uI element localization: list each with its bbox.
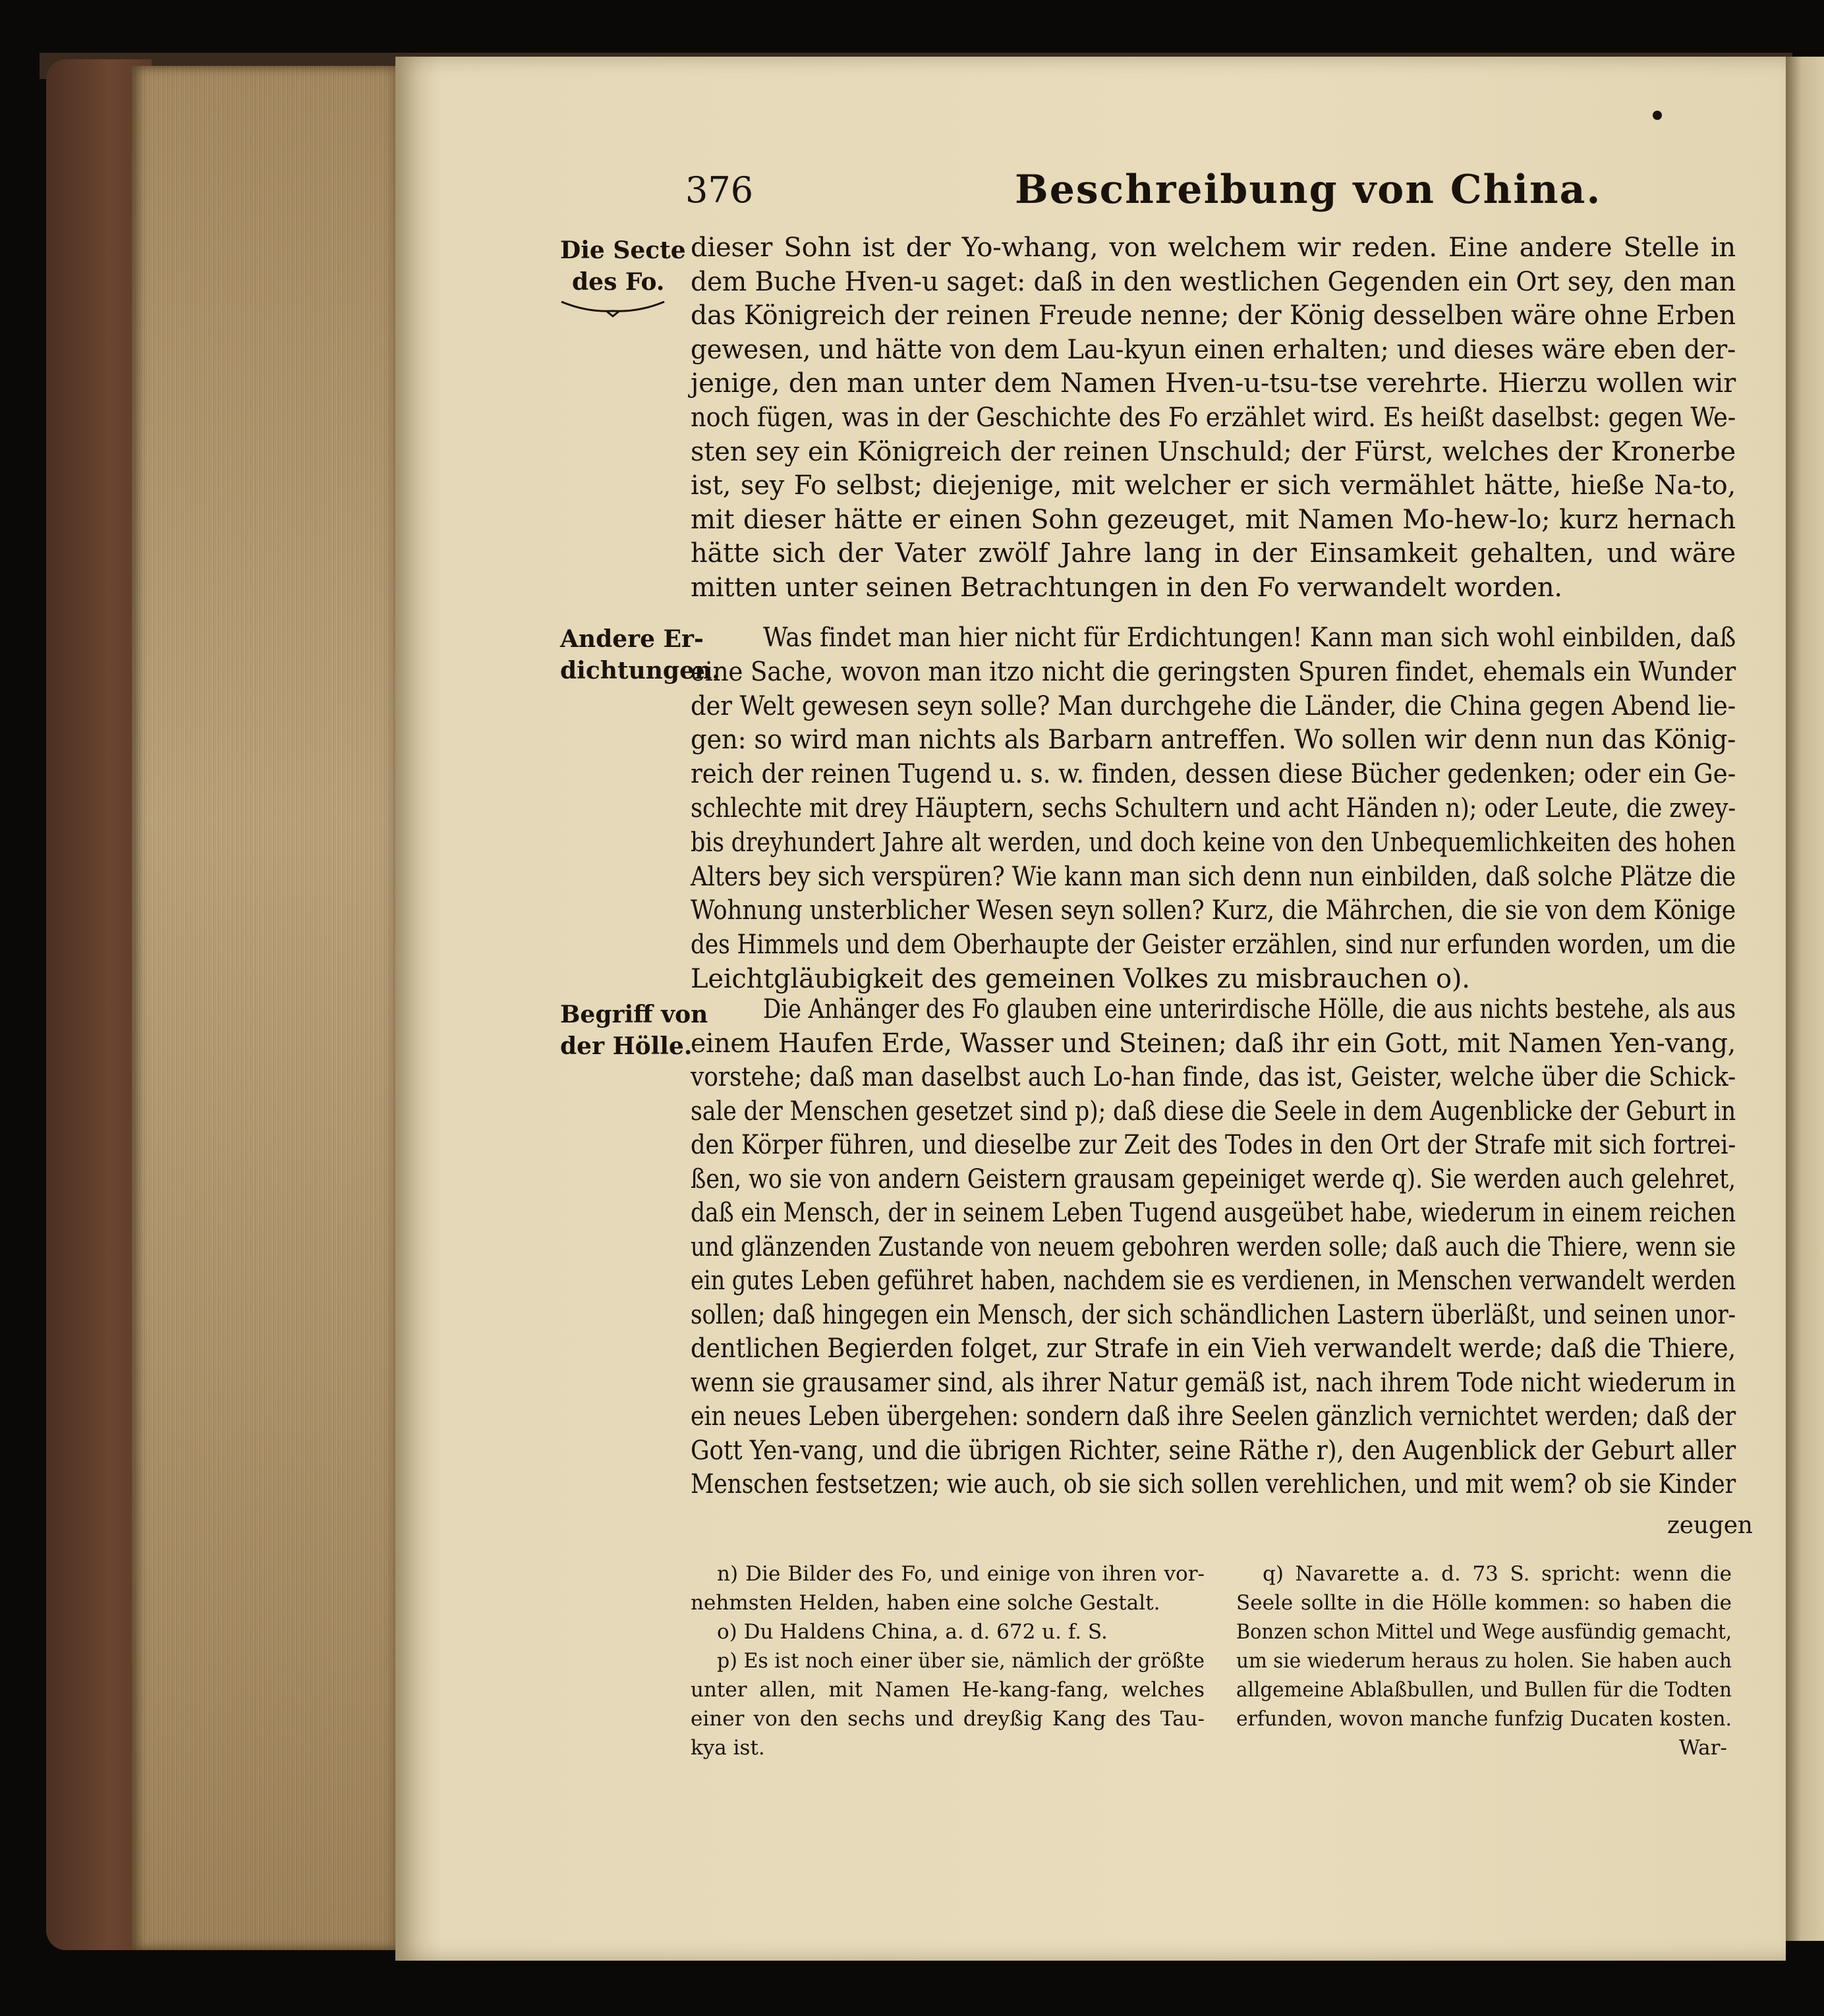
- body-line: wenn sie grausamer sind, als ihrer Natur gemäß ist, nach ihrem Tode nicht wiederum in: [691, 1368, 1736, 1398]
- body-line: dem Buche Hven-u saget: daß in den westlichen Gegenden ein Ort sey, den man: [691, 267, 1736, 297]
- body-line: hätte sich der Vater zwölf Jahre lang in der Einsamkeit gehalten, und wäre: [691, 538, 1736, 569]
- body-line: dieser Sohn ist der Yo-whang, von welchem wir reden. Eine andere Stelle in: [691, 233, 1736, 263]
- body-line: des Himmels und dem Oberhaupte der Geister erzählen, sind nur erfunden worden, um die: [691, 930, 1736, 960]
- footnote-line: o) Du Haldens China, a. d. 672 u. f. S.: [717, 1620, 1108, 1644]
- footnote-line: nehmsten Helden, haben eine solche Gestalt.: [691, 1591, 1160, 1615]
- body-line: Gott Yen-vang, und die übrigen Richter, seine Räthe r), den Augenblick der Geburt aller: [691, 1436, 1736, 1466]
- margin-note-line: Andere Er-: [560, 625, 704, 653]
- body-line: der Welt gewesen seyn solle? Man durchgehe die Länder, die China gegen Abend lie-: [691, 691, 1736, 721]
- body-line: vorstehe; daß man daselbst auch Lo-han finde, das ist, Geister, welche über die Schick-: [691, 1062, 1736, 1092]
- body-line: Alters bey sich verspüren? Wie kann man sich denn nun einbilden, daß solche Plätze die: [691, 862, 1736, 892]
- margin-note-line: der Hölle.: [560, 1032, 693, 1060]
- footnote-line: erfunden, wovon manche funfzig Ducaten kosten.: [1236, 1707, 1732, 1731]
- footnote-line: p) Es ist noch einer über sie, nämlich der größte: [717, 1649, 1205, 1673]
- body-line: Wohnung unsterblicher Wesen seyn sollen? Kurz, die Mährchen, die sie von dem Könige: [691, 895, 1736, 926]
- body-line: ein neues Leben übergehen: sondern daß ihre Seelen gänzlich vernichtet werden; daß der: [691, 1401, 1736, 1432]
- body-line: ein gutes Leben geführet haben, nachdem sie es verdienen, in Menschen verwandelt werden: [691, 1266, 1736, 1296]
- body-line: einem Haufen Erde, Wasser und Steinen; daß ihr ein Gott, mit Namen Yen-vang,: [691, 1028, 1736, 1059]
- body-line: noch fügen, was in der Geschichte des Fo erzählet wird. Es heißt daselbst: gegen We-: [691, 403, 1736, 433]
- body-line: Die Anhänger des Fo glauben eine unterirdische Hölle, die aus nichts bestehe, als aus: [763, 994, 1736, 1024]
- margin-note-line: des Fo.: [572, 268, 665, 296]
- body-line: jenige, den man unter dem Namen Hven-u-tsu-tse verehrte. Hierzu wollen wir: [691, 368, 1736, 399]
- body-line: ßen, wo sie von andern Geistern grausam gepeiniget werde q). Sie werden auch gelehret,: [691, 1164, 1736, 1194]
- footnote-line: um sie wiederum heraus zu holen. Sie haben auch: [1236, 1649, 1732, 1673]
- body-line: und glänzenden Zustande von neuem gebohren werden solle; daß auch die Thiere, wenn sie: [691, 1232, 1736, 1262]
- body-line: dentlichen Begierden folget, zur Strafe in ein Vieh verwandelt werde; daß die Thiere,: [691, 1333, 1736, 1364]
- adjacent-page-edge: [1786, 57, 1824, 1941]
- body-line: Was findet man hier nicht für Erdichtungen! Kann man sich wohl einbilden, daß: [763, 623, 1736, 653]
- ink-dot: [1653, 111, 1662, 120]
- footnote-line: Bonzen schon Mittel und Wege ausfündig gemacht,: [1236, 1620, 1732, 1644]
- body-line: den Körper führen, und dieselbe zur Zeit des Todes in den Ort der Strafe mit sich fortrei-: [691, 1130, 1736, 1160]
- body-line: mitten unter seinen Betrachtungen in den Fo verwandelt worden.: [691, 573, 1562, 603]
- page-number: 376: [685, 169, 754, 211]
- body-line: bis dreyhundert Jahre alt werden, und doch keine von den Unbequemlichkeiten des hohen: [691, 827, 1736, 858]
- catchword: zeugen: [1667, 1512, 1753, 1539]
- body-line: gewesen, und hätte von dem Lau-kyun einen erhalten; und dieses wäre eben der-: [691, 335, 1736, 365]
- body-line: das Königreich der reinen Freude nenne; der König desselben wäre ohne Erben: [691, 300, 1736, 331]
- body-line: eine Sache, wovon man itzo nicht die geringsten Spuren findet, ehemals ein Wunder: [691, 657, 1736, 687]
- page-edges-stain: [132, 66, 402, 1950]
- margin-note-line: Begriff von: [560, 1001, 708, 1028]
- body-line: reich der reinen Tugend u. s. w. finden, dessen diese Bücher gedenken; oder ein Ge-: [691, 759, 1736, 789]
- footnote-line: Seele sollte in die Hölle kommen: so haben die: [1236, 1591, 1732, 1615]
- footnote-line: einer von den sechs und dreyßig Kang des Tau-: [691, 1707, 1205, 1731]
- body-line: gen: so wird man nichts als Barbarn antreffen. Wo sollen wir denn nun das König-: [691, 725, 1736, 755]
- footnote-line: allgemeine Ablaßbullen, und Bullen für die Todten: [1236, 1678, 1732, 1702]
- footnote-line: n) Die Bilder des Fo, und einige von ihren vor-: [717, 1562, 1205, 1586]
- body-line: mit dieser hätte er einen Sohn gezeuget, mit Namen Mo-hew-lo; kurz hernach: [691, 505, 1736, 535]
- running-head: Beschreibung von China.: [1015, 167, 1602, 213]
- body-line: Menschen festsetzen; wie auch, ob sie sich sollen verehlichen, und mit wem? ob sie Kinder: [691, 1469, 1736, 1499]
- body-line: Leichtgläubigkeit des gemeinen Volkes zu misbrauchen o).: [691, 964, 1470, 994]
- body-line: schlechte mit drey Häuptern, sechs Schultern und acht Händen n); oder Leute, die zwey-: [691, 793, 1736, 824]
- footnote-line: q) Navarette a. d. 73 S. spricht: wenn die: [1263, 1562, 1732, 1586]
- footnote-line: kya ist.: [691, 1736, 765, 1760]
- body-line: sale der Menschen gesetzet sind p); daß diese die Seele in dem Augenblicke der Geburt in: [691, 1096, 1736, 1127]
- margin-note-line: dichtungen.: [560, 657, 720, 685]
- body-line: sollen; daß hingegen ein Mensch, der sich schändlichen Lastern überläßt, und seinen unor-: [691, 1300, 1736, 1330]
- body-line: sten sey ein Königreich der reinen Unschuld; der Fürst, welches der Kronerbe: [691, 437, 1736, 467]
- footnote-line: unter allen, mit Namen He-kang-fang, welches: [691, 1678, 1205, 1702]
- margin-flourish-icon: [560, 298, 666, 318]
- body-line: ist, sey Fo selbst; diejenige, mit welcher er sich vermählet hätte, hieße Na-to,: [691, 470, 1736, 501]
- margin-note-line: Die Secte: [560, 237, 686, 264]
- body-line: daß ein Mensch, der in seinem Leben Tugend ausgeübet habe, wiederum in einem reichen: [691, 1198, 1736, 1228]
- footnote-catchword: War-: [1679, 1736, 1727, 1760]
